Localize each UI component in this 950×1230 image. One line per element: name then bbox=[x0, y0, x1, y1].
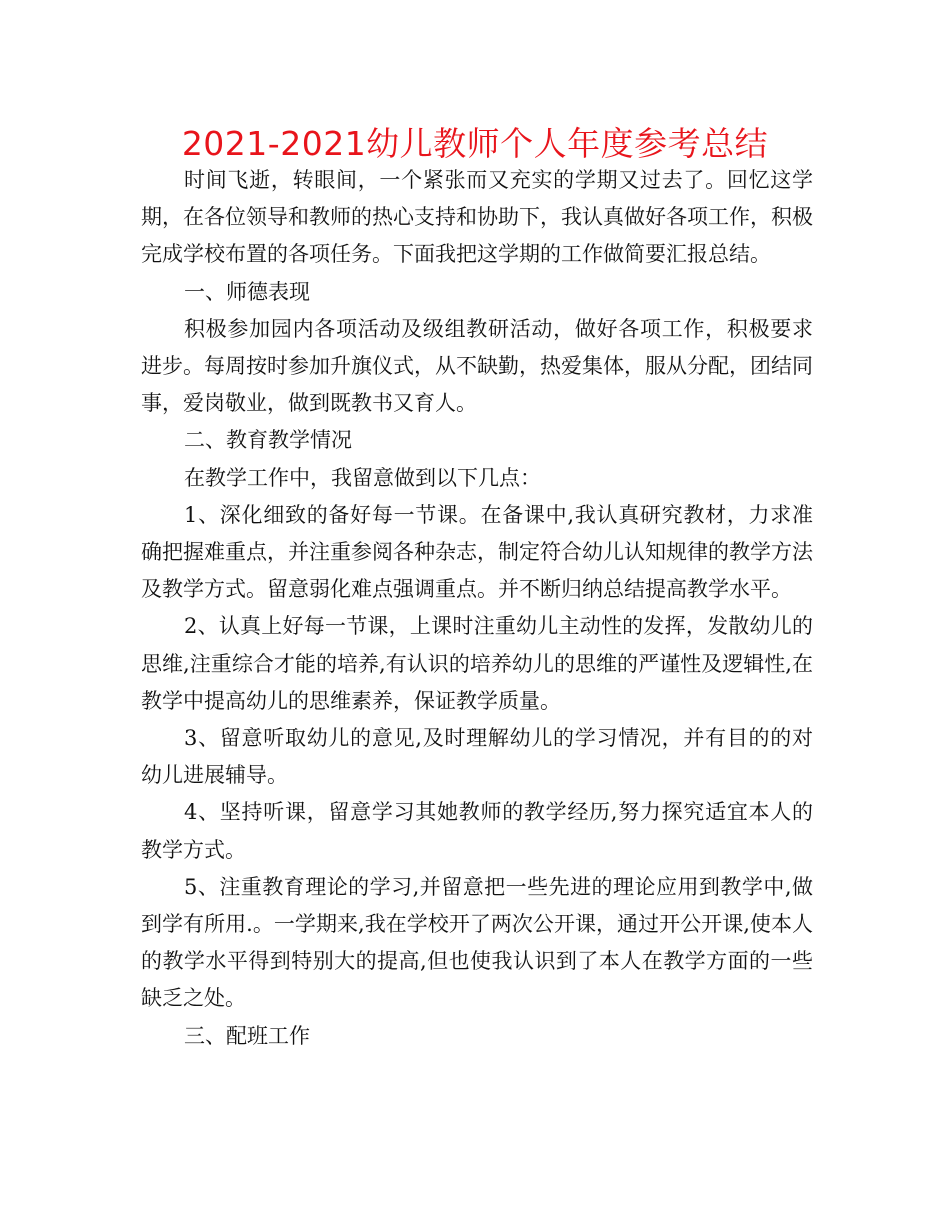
paragraph-point-4: 4、坚持听课，留意学习其她教师的教学经历,努力探究适宜本人的教学方式。 bbox=[141, 800, 813, 862]
document-body bbox=[141, 162, 813, 1055]
document-title: 2021-2021幼儿教师个人年度参考总结 bbox=[181, 124, 769, 163]
section-heading-coteaching: 三、配班工作 bbox=[184, 1023, 310, 1048]
paragraph-point-2: 2、认真上好每一节课，上课时注重幼儿主动性的发挥，发散幼儿的思维,注重综合才能的培养,有认识的培养幼儿的思维的严谨性及逻辑性,在教学中提高幼儿的思维素养，保证教学质量。 bbox=[141, 614, 813, 713]
paragraph-point-3: 3、留意听取幼儿的意见,及时理解幼儿的学习情况，并有目的的对幼儿进展辅导。 bbox=[141, 726, 813, 788]
paragraph-point-1: 1、深化细致的备好每一节课。在备课中,我认真研究教材，力求准确把握难重点，并注重参阅各种杂志，制定符合幼儿认知规律的教学方法及教学方式。留意弱化难点强调重点。并不断归纳总结提高教学水平。 bbox=[141, 502, 813, 602]
paragraph-ethics: 积极参加园内各项活动及级组教研活动，做好各项工作，积极要求进步。每周按时参加升旗仪式，从不缺勤，热爱集体，服从分配，团结同事，爱岗敬业，做到既教书又育人。 bbox=[141, 316, 813, 416]
section-heading-ethics: 一、师德表现 bbox=[184, 279, 310, 304]
section-heading-teaching: 二、教育教学情况 bbox=[184, 428, 352, 453]
paragraph-point-5: 5、注重教育理论的学习,并留意把一些先进的理论应用到教学中,做到学有所用.。一学期来,我在学校开了两次公开课，通过开公开课,使本人的教学水平得到特别大的提高,但也使我认识到了本人在教学方面的一些缺乏之处。 bbox=[141, 874, 813, 1011]
paragraph-intro: 时间飞逝，转眼间，一个紧张而又充实的学期又过去了。回忆这学期，在各位领导和教师的热心支持和协助下，我认真做好各项工作，积极完成学校布置的各项任务。下面我把这学期的工作做简要汇报总结。 bbox=[141, 168, 813, 267]
paragraph-teaching-intro: 在教学工作中，我留意做到以下几点： bbox=[184, 465, 541, 490]
